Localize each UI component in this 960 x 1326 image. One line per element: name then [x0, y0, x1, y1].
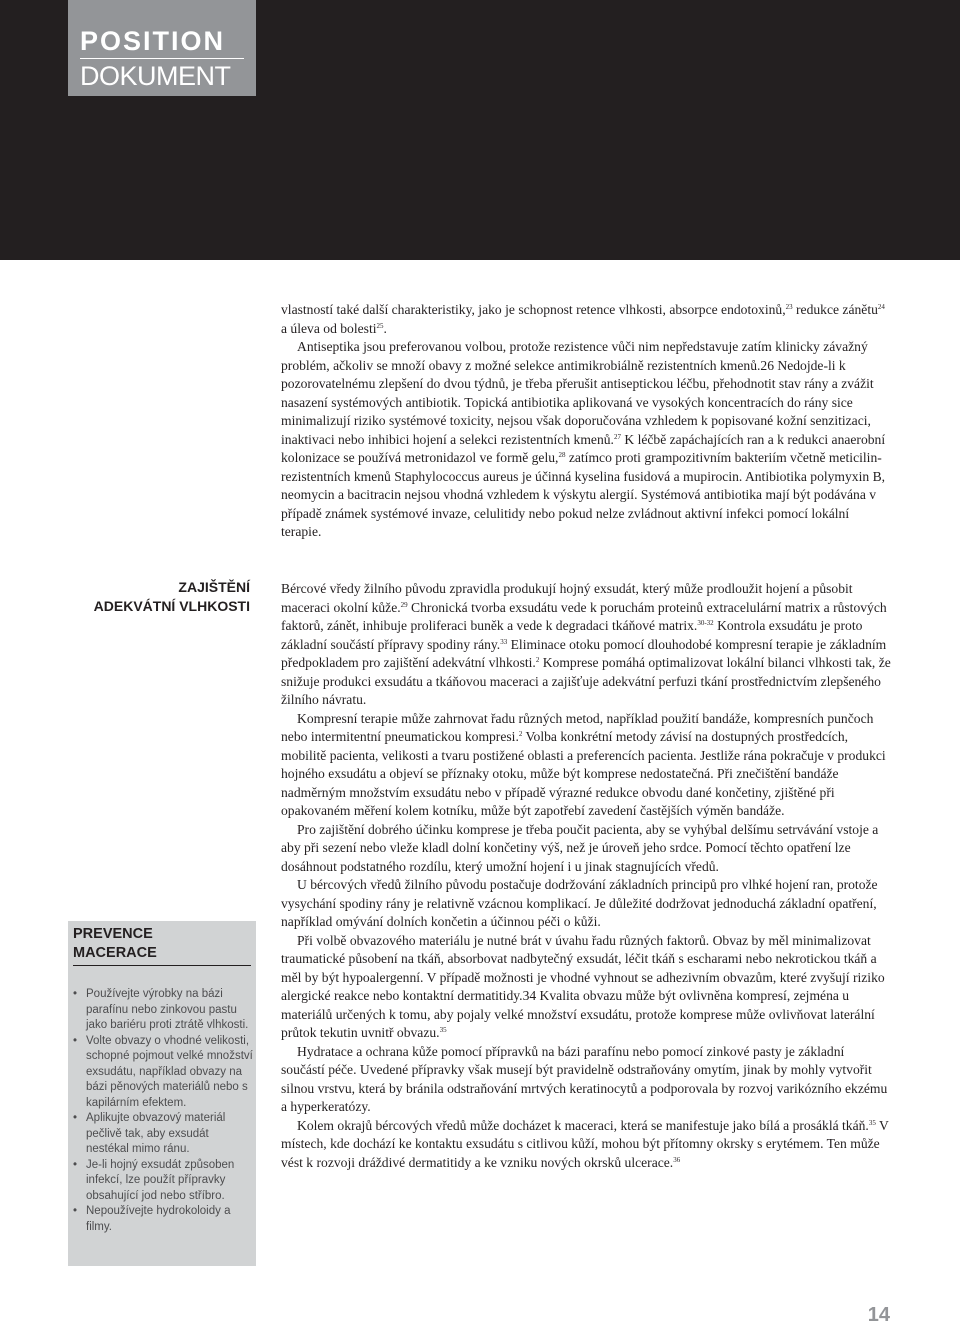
sidebar-box — [68, 921, 256, 1266]
citation: 24 — [877, 303, 885, 311]
list-item: • Nepoužívejte hydrokoloidy a filmy. — [73, 1204, 253, 1235]
list-item: • Je-li hojný exsudát způsoben infekcí, lze použít přípravky obsahující jod nebo stříbro. — [73, 1158, 253, 1205]
badge-line2: DOKUMENT — [80, 61, 231, 91]
paragraph: Hydratace a ochrana kůže pomocí přípravků na bázi parafínu nebo pomocí zinkové pasty je základní součástí péče. Uvedené přípravky však musejí být pravidelně odstraňovány omytím, jinak by mohly vytvořit silnou vrstvu, která by bránila odstraňování mrtvých keratinocytů a podporovala by rozvoj varikózního ekzému a hyperkeratózy. — [281, 1043, 888, 1114]
citation: 36 — [673, 1155, 681, 1164]
section-heading-line2: ADEKVÁTNÍ VLHKOSTI — [93, 598, 250, 614]
citation: 2 — [518, 730, 523, 738]
sidebar-title — [73, 925, 251, 966]
paragraph: U bércových vředů žilního původu postačuje dodržování základních principů pro vlhké hojení ran, protože vysychání spodiny rány je relativně vzácnou komplikací. Je důležité dodržovat jednoduchá základní opatření, například omývání dolních končetin a účinnou péči o kůži. — [281, 877, 878, 929]
paragraph: vlastností také další charakteristiky, jako je schopnost retence vlhkosti, absorpce endotoxinů,$^{23}$ redukce zánětu$^{24}$ a úleva od bolesti$^{25}$. — [281, 302, 885, 336]
document-type-badge — [68, 0, 256, 96]
paragraph: Bércové vředy žilního původu zpravidla produkují hojný exsudát, který může prodloužit hojení a působit maceraci okolní kůže.$^{29}$ Chronická tvorba exsudátu vede k poruchám proteinů extracelulární matrix a růstových faktorů, zánět, inhibuje proliferaci buněk a vede k degradaci tkáňové matrix.$^{30-32}$ Kontrola exsudátu je proto základní součástí přípravy spodiny rány.$^{33}$ Eliminace otoku pomocí dlouhodobé kompresní terapie je základním předpokladem pro zajištění adekvátní vlhkosti.$^2$ Komprese pomáhá optimalizovat lokální bilanci vlhkosti tak, že snižuje produkci exsudátu a tkáňovou maceraci a zajišťuje adekvátní perfuzi tkání prostřednictvím zlepšeného žilního návratu. — [281, 581, 891, 707]
body-text-top — [281, 301, 891, 542]
list-item: • Volte obvazy o vhodné velikosti, schopné pojmout velké množství exsudátu, například obvazy na bázi pěnových materiálů nebo s kapilárním efektem. — [73, 1034, 253, 1112]
section-heading — [60, 578, 250, 616]
paragraph: Antiseptika jsou preferovanou volbou, protože rezistence vůči nim nepředstavuje zatím klinicky závažný problém, ačkoliv se množí obavy z možné selekce antimikrobiálně rezistentních kmenů.26 Nedojde-li k pozorovatelnému zlepšení do dvou týdnů, je třeba přerušit antiseptickou léčbu, přehodnotit stav rány a zvážit nasazení systémových antibiotik. Topická antibiotika aplikovaná ve vysokých koncentracích do rány sice minimalizují riziko systémové toxicity, nejsou však doporučována vzhledem k popisované kožní senzitizaci, inaktivaci nebo inhibici hojení a selekci rezistentních kmenů.$^{27}$ K léčbě zapáchajících ran a k redukci anaerobní kolonizace se používá metronidazol ve formě gelu,$^{28}$ zatímco proti grampozitivním bakteriím včetně meticilin-rezistentních kmenů Staphylococcus aureus je účinná kyselina fusidová a mupirocin. Antibiotika polymyxin B, neomycin a bacitracin nejsou vhodná vzhledem k výskytu alergií. Systémová antibiotika mají být podávána v případě známek systémové invaze, celulitidy nebo pokud nelze zvládnout aktivní infekci pomocí lokální terapie. — [281, 339, 886, 539]
citation: 30-32 — [697, 619, 714, 627]
citation: 25 — [376, 321, 384, 330]
badge-divider — [80, 58, 244, 59]
paragraph: Kompresní terapie může zahrnovat řadu různých metod, například použití bandáže, kompresních punčoch nebo intermitentní pneumatickou kompresi.$^2$ Volba konkrétní metody závisí na dostupných prostředcích, mobilitě pacienta, velikosti a tvaru postižené oblasti a preferencích pacienta. Jestliže rána pokračuje v produkci hojného exsudátu a objeví se příznaky otoku, může být komprese nedostatečná. Při znečištění bandáže nadměrným množstvím exsudátu nebo v případě výrazné redukce obvodu dané končetiny, zjištěné při opakovaném měření kolem kotníku, může být zapotřebí zavedení častějších výměn bandáže. — [281, 710, 886, 818]
paragraph: Pro zajištění dobrého účinku komprese je třeba poučit pacienta, aby se vyhýbal delšímu setrvávání vstoje a aby při sezení nebo vleže kladl dolní končetiny výš, než je úroveň jeho srdce. Pomocí těchto opatření lze dosáhnout podstatného rozdílu, který umožní hojení i u jinak stagnujících vředů. — [281, 821, 879, 874]
section-heading-line1: ZAJIŠTĚNÍ — [178, 579, 250, 595]
sidebar-bullet-list — [73, 987, 251, 1235]
citation: 33 — [500, 637, 508, 646]
citation: 27 — [613, 432, 621, 441]
paragraph: Při volbě obvazového materiálu je nutné brát v úvahu řadu různých faktorů. Obvaz by měl minimalizovat traumatické působení na tkáň, absorbovat nadbytečný exsudát, léčit tkáň s escharami nebo nekrotickou tkáň a měl by být hypoalergenní. V případě možnosti je vhodné vyhnout se adhezivním obvazům, které zvyšují riziko alergické reakce nebo kontaktní dermatitidy.34 Kvalita obvazu může být ovlivněna kompresí, zejména u materiálů určených k tomu, aby pojaly velké množství exsudátu, protože komprese může ovlivňovat laterální průtok tekutin uvnitř obvazu.$^{35}$ — [281, 932, 885, 1040]
citation: 23 — [785, 303, 793, 311]
citation: 35 — [439, 1026, 447, 1034]
header-band — [0, 0, 960, 260]
sidebar-title-line1: PREVENCE — [73, 926, 153, 942]
list-item: • Používejte výrobky na bázi parafínu nebo zinkovou pastu jako bariéru proti ztrátě vlhkosti. — [73, 987, 253, 1034]
citation: 35 — [868, 1118, 876, 1127]
citation: 2 — [535, 656, 540, 664]
paragraph: Kolem okrajů bércových vředů může docházet k maceraci, která se manifestuje jako bílá a prosáklá tkáň.$^{35}$ V místech, kde dochází ke kontaktu exsudátu s citlivou kůží, mohou být přítomny okrsky s erytémem. Ten může vést k rozvoji dráždivé dermatitidy a ke vzniku nových okrsků ulcerace.$^{36}$ — [281, 1117, 889, 1170]
citation: 29 — [400, 600, 408, 609]
page-number: 14 — [867, 1304, 890, 1326]
badge-line1: POSITION — [80, 26, 226, 56]
sidebar-title-line2: MACERACE — [73, 945, 157, 961]
citation: 28 — [558, 451, 566, 459]
body-text-main — [281, 580, 891, 1172]
list-item: • Aplikujte obvazový materiál pečlivě tak, aby exsudát nestékal mimo ránu. — [73, 1111, 253, 1158]
